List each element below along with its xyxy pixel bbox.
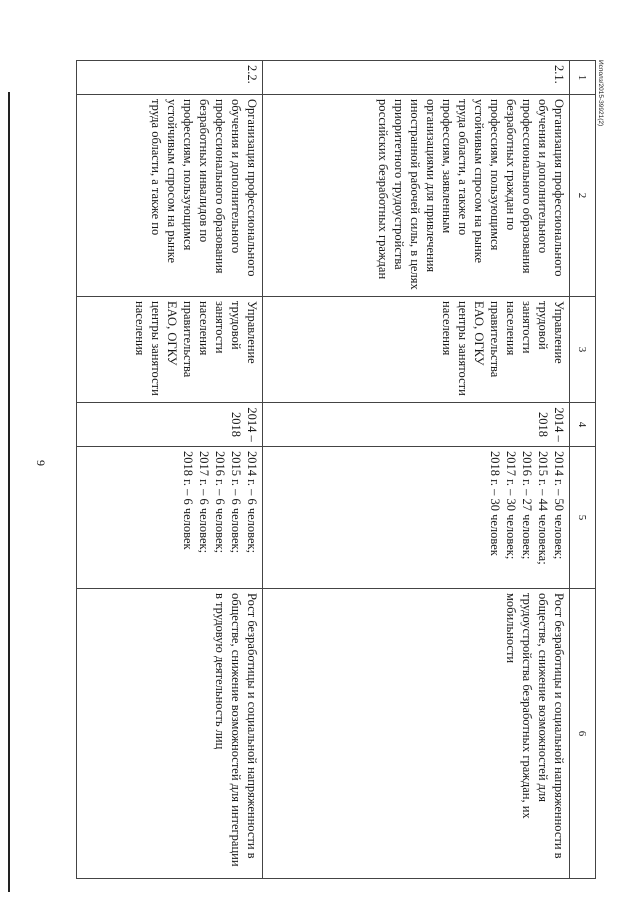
- column-header: 4: [570, 403, 596, 447]
- row-number: 2.1.: [263, 61, 570, 95]
- period-text: 2014 – 2018: [77, 403, 263, 447]
- column-header: 3: [570, 297, 596, 403]
- measures-table: [76, 60, 596, 879]
- rotated-table-container: [76, 60, 596, 878]
- table-header-row: [570, 61, 596, 879]
- row-number: 2.2.: [77, 61, 263, 95]
- indicators-text: 2014 г. – 6 человек; 2015 г. – 6 человек; 2016 г. – 6 человек; 2017 г. – 6 человек; 2018 г. – 6 человек: [77, 447, 263, 589]
- consequences-text: Рост безработицы и социальной напряженности в обществе, снижение возможностей для интеграции в трудовую деятельность лиц: [77, 589, 263, 879]
- column-header: 2: [570, 95, 596, 297]
- consequences-text: Рост безработицы и социальной напряженности в обществе, снижение возможностей для трудоустройства безработных граждан, их мобильности: [263, 589, 570, 879]
- measure-text: Организация профессионального обучения и дополнительного профессионального образования безработных граждан по профессиям, пользующимся устойчивым спросом на рынке труда области, а также по профессиям, заявленным организациями для привлечения иностранной рабочей силы, в целях приоритетного трудоустройства российских безработных граждан: [263, 95, 570, 297]
- column-header: 1: [570, 61, 596, 95]
- measure-text: Организация профессионального обучения и дополнительного профессионального образования безработных инвалидов по профессиям, пользующимся устойчивым спросом на рынке труда области, а также по: [77, 95, 263, 297]
- page-number: 9: [34, 460, 48, 466]
- executor-text: Управление трудовой занятости населения правительства ЕАО, ОГКУ центры занятости населения: [263, 297, 570, 403]
- table-row: [77, 61, 263, 879]
- page-edge-bar: [8, 92, 10, 892]
- executor-text: Управление трудовой занятости населения правительства ЕАО, ОГКУ центры занятости населения: [77, 297, 263, 403]
- period-text: 2014 – 2018: [263, 403, 570, 447]
- column-header: 5: [570, 447, 596, 589]
- table-row: [263, 61, 570, 879]
- document-id: Исполз/2015-39921(2): [597, 60, 604, 127]
- column-header: 6: [570, 589, 596, 879]
- indicators-text: 2014 г. – 50 человек; 2015 г. – 44 человека; 2016 г. – 27 человек; 2017 г. – 30 человек; 2018 г. – 30 человек: [263, 447, 570, 589]
